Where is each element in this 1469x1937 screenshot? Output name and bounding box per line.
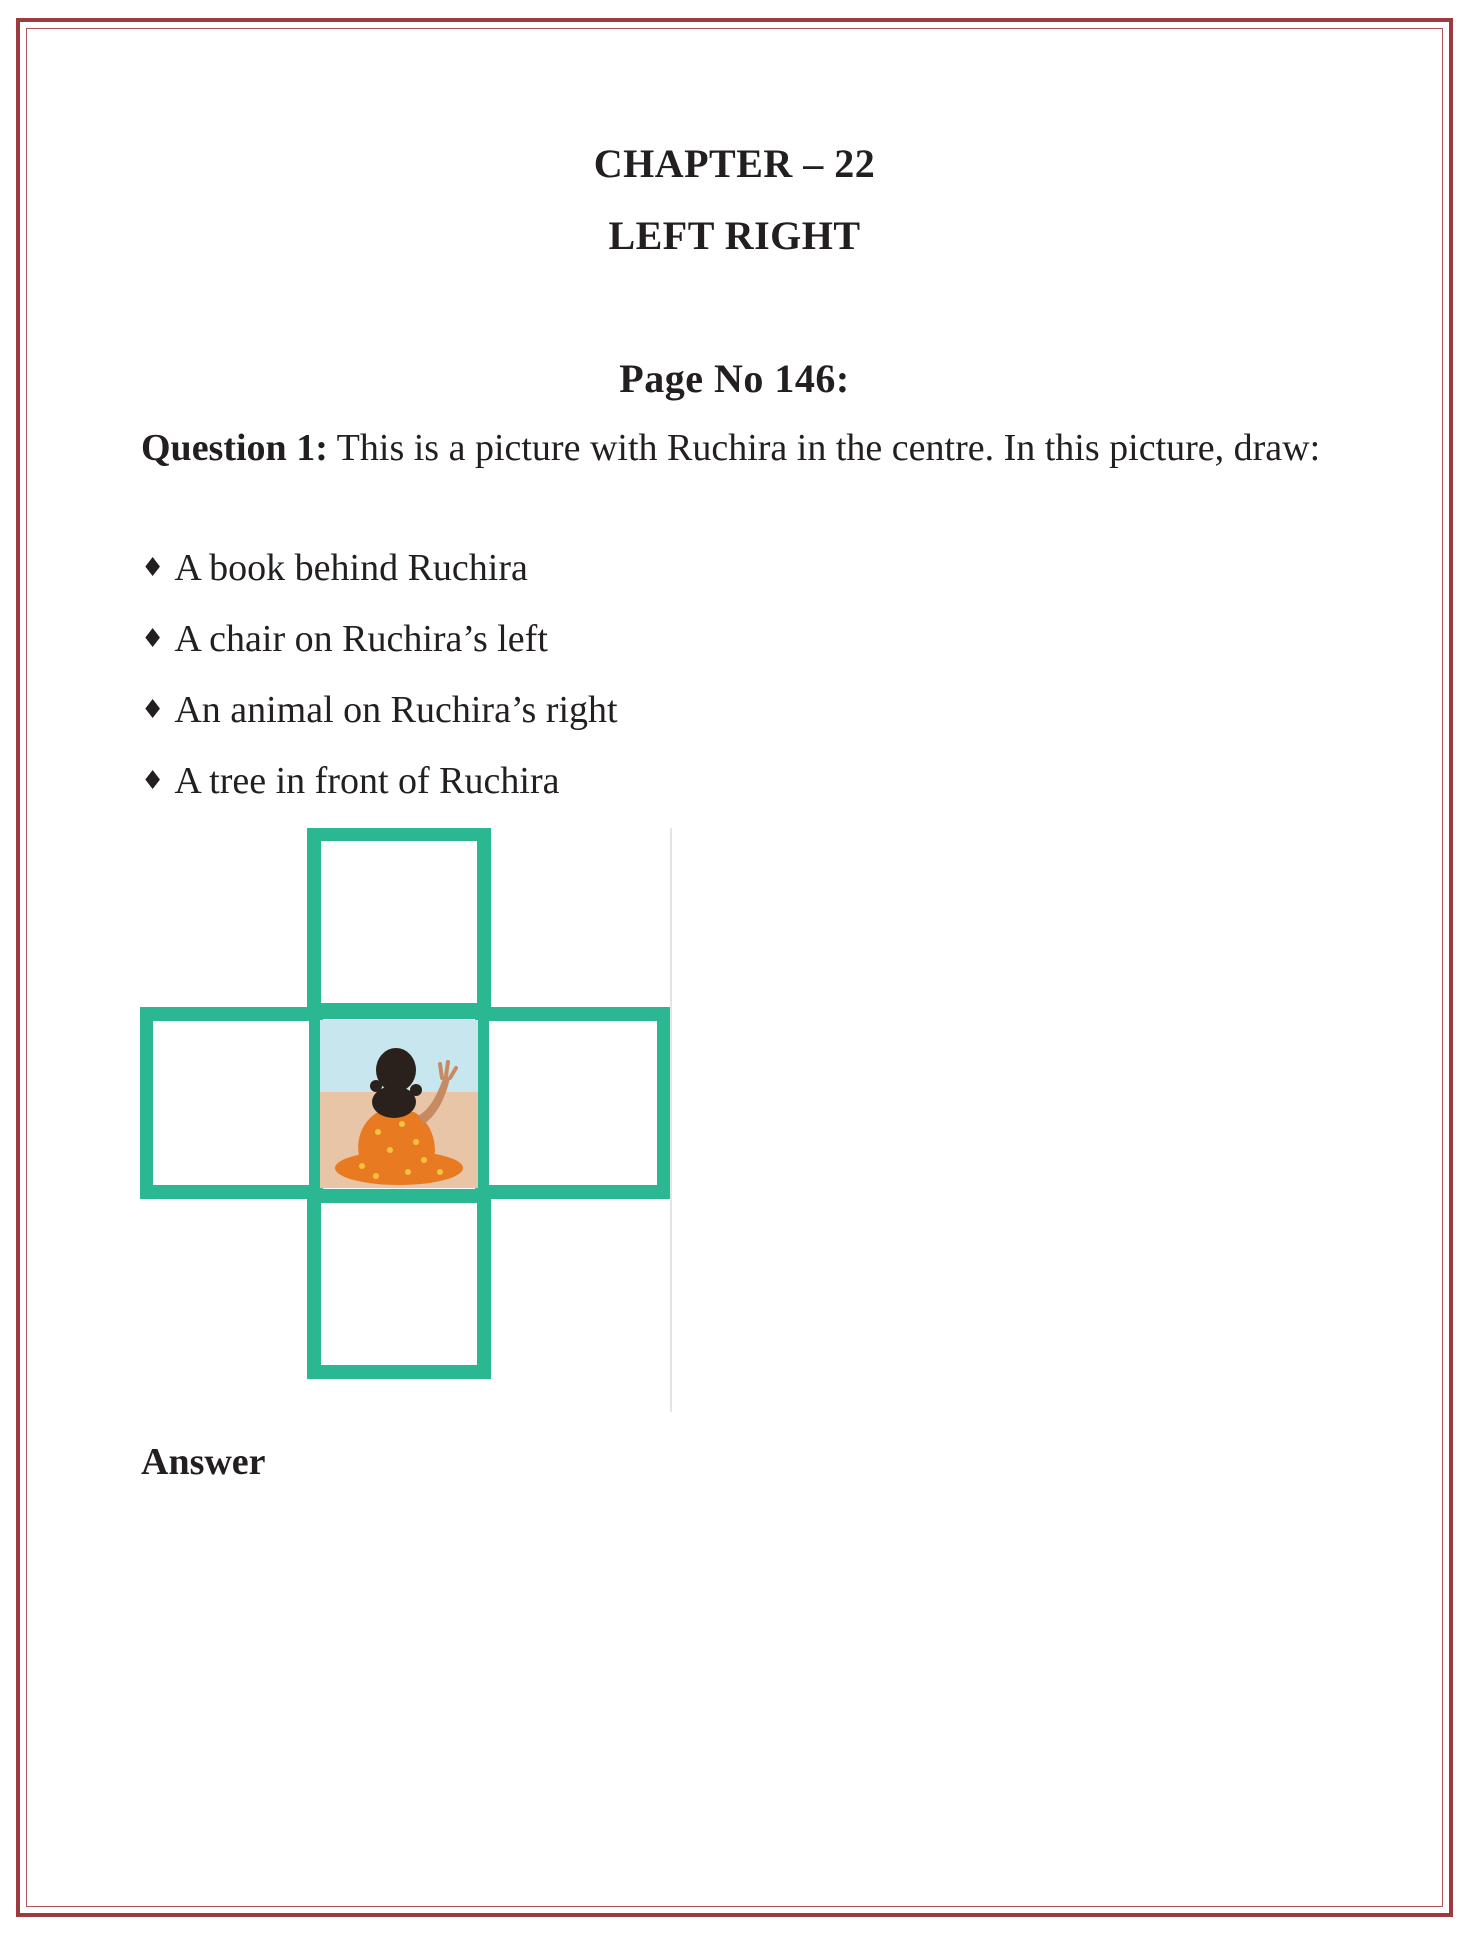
cross-grid-figure (140, 828, 672, 1412)
page-number-heading: Page No 146: (619, 356, 850, 401)
bullet-item (141, 546, 528, 590)
answer-label: Answer (141, 1441, 266, 1483)
question-label: Question 1: (141, 427, 328, 469)
cell-bottom (314, 1196, 484, 1372)
cell-left (146, 1014, 316, 1192)
diamond-bullet-icon: ♦ (141, 624, 165, 654)
question-1 (141, 422, 1341, 474)
question-text: This is a picture with Ruchira in the centre. In this picture, draw: (327, 427, 1321, 469)
bullet-text: A tree in front of Ruchira (174, 760, 560, 802)
bullet-item (141, 759, 559, 803)
bullet-text: A book behind Ruchira (174, 547, 528, 589)
cell-top (314, 834, 484, 1010)
diamond-bullet-icon: ♦ (141, 695, 165, 725)
bullet-text: An animal on Ruchira’s right (174, 689, 618, 731)
bullet-item (141, 688, 618, 732)
diamond-bullet-icon: ♦ (141, 766, 165, 796)
cell-right (482, 1014, 664, 1192)
chapter-number: CHAPTER – 22 (593, 141, 876, 186)
ruchira-picture (320, 1020, 478, 1188)
figure-edge-line (670, 828, 672, 1412)
bullet-item (141, 617, 548, 661)
chapter-title: LEFT RIGHT (608, 213, 861, 258)
cross-grid-svg (140, 828, 672, 1412)
bullet-text: A chair on Ruchira’s left (174, 618, 548, 660)
diamond-bullet-icon: ♦ (141, 553, 165, 583)
